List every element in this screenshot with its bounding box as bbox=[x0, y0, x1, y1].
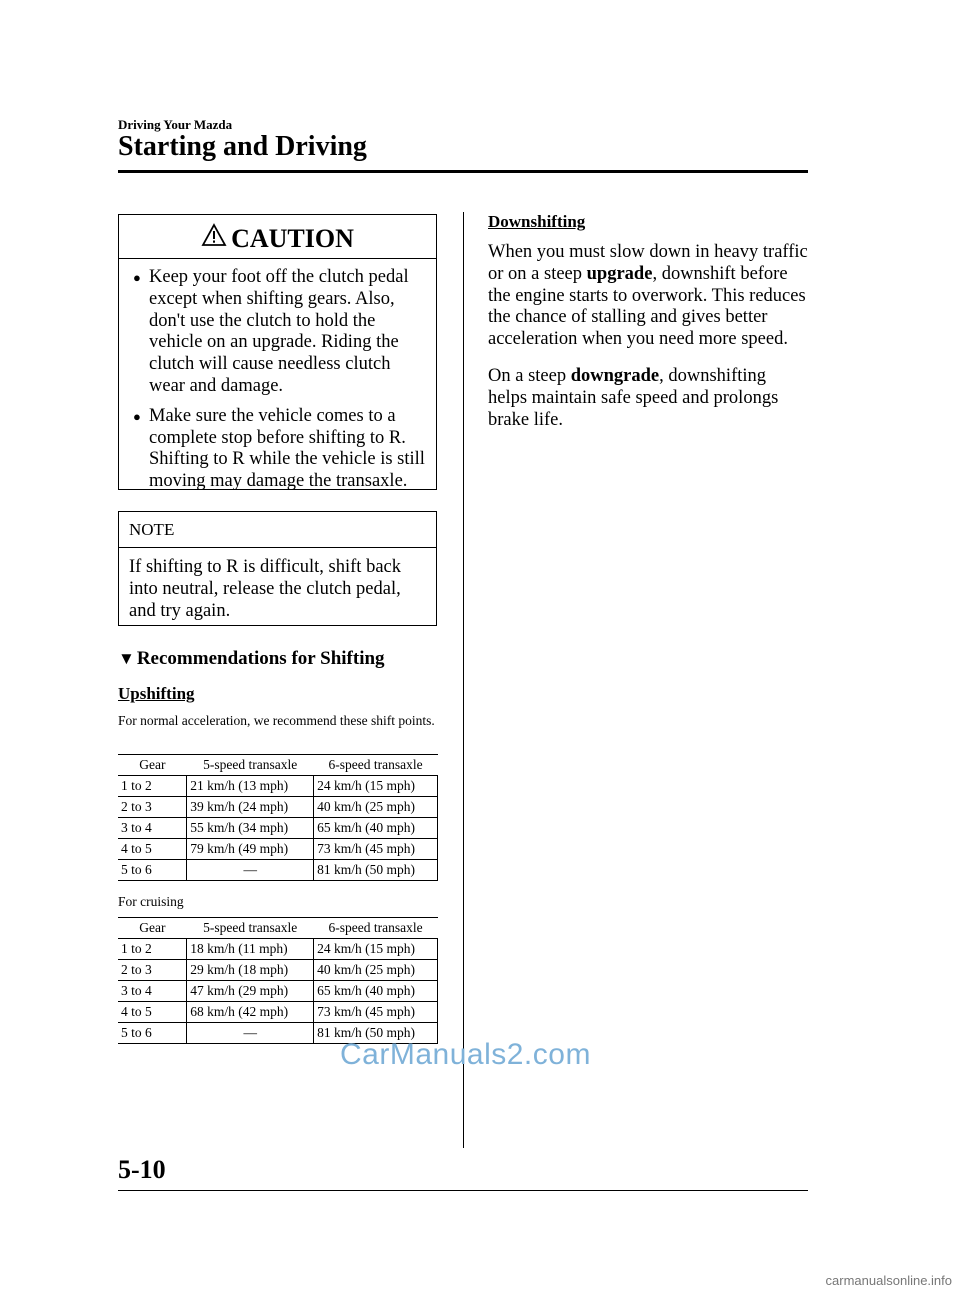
table-cell: 40 km/h (25 mph) bbox=[314, 797, 438, 818]
caution-list bbox=[129, 267, 429, 501]
table-header-cell: Gear bbox=[118, 918, 187, 939]
downshifting-text: , downshifting helps maintain safe speed and prolongs brake life. bbox=[488, 366, 779, 430]
table-row bbox=[118, 818, 438, 839]
table-cell: 40 km/h (25 mph) bbox=[314, 960, 438, 981]
table-cell: 73 km/h (45 mph) bbox=[314, 1002, 438, 1023]
upshifting-intro: For normal acceleration, we recommend these shift points. bbox=[118, 713, 435, 728]
table-row bbox=[118, 839, 438, 860]
table-cell: 4 to 5 bbox=[118, 1002, 187, 1023]
table-cell: 24 km/h (15 mph) bbox=[314, 776, 438, 797]
table-cell: 65 km/h (40 mph) bbox=[314, 981, 438, 1002]
table-row bbox=[118, 939, 438, 960]
table-header-row bbox=[118, 918, 438, 939]
downshifting-text: When you must slow down in heavy traffic or on a steep bbox=[488, 242, 808, 284]
table-header-cell: 6-speed transaxle bbox=[314, 918, 438, 939]
down-triangle-icon: ▼ bbox=[118, 649, 135, 668]
watermark-logo: CarManuals2.com bbox=[340, 1038, 591, 1071]
note-box bbox=[118, 511, 437, 626]
caution-item bbox=[129, 267, 429, 398]
table-header-cell: 5-speed transaxle bbox=[187, 755, 314, 776]
table-row bbox=[118, 981, 438, 1002]
table-cell: 81 km/h (50 mph) bbox=[314, 860, 438, 881]
bullet-icon: ● bbox=[133, 408, 141, 424]
table-cell: 68 km/h (42 mph) bbox=[187, 1002, 314, 1023]
table-cell: 81 km/h (50 mph) bbox=[314, 1023, 438, 1044]
cruising-label: For cruising bbox=[118, 894, 184, 909]
section-label: Driving Your Mazda bbox=[118, 117, 233, 132]
table-cell: 1 to 2 bbox=[118, 776, 187, 797]
table-cell: 24 km/h (15 mph) bbox=[314, 939, 438, 960]
upshifting-title: Upshifting bbox=[118, 684, 195, 703]
table-cell: 18 km/h (11 mph) bbox=[187, 939, 314, 960]
table-cell: 2 to 3 bbox=[118, 797, 187, 818]
header-rule bbox=[118, 170, 808, 173]
table-cell: 79 km/h (49 mph) bbox=[187, 839, 314, 860]
table-cell: 73 km/h (45 mph) bbox=[314, 839, 438, 860]
table-header-row bbox=[118, 755, 438, 776]
table-cell: ― bbox=[187, 860, 314, 881]
downshifting-bold-term: upgrade bbox=[586, 263, 653, 284]
warning-triangle-icon bbox=[201, 223, 227, 252]
table-row bbox=[118, 1002, 438, 1023]
recommendations-heading bbox=[118, 648, 385, 670]
note-title: NOTE bbox=[119, 512, 436, 548]
table-row bbox=[118, 776, 438, 797]
downshifting-paragraph-1 bbox=[488, 242, 808, 351]
table-cell: 3 to 4 bbox=[118, 981, 187, 1002]
note-body: If shifting to R is difficult, shift back into neutral, release the clutch pedal, and try again. bbox=[129, 557, 401, 621]
table-header-cell: 6-speed transaxle bbox=[314, 755, 438, 776]
page-number: 5-10 bbox=[118, 1155, 166, 1184]
table-cell: 1 to 2 bbox=[118, 939, 187, 960]
downshifting-title: Downshifting bbox=[488, 212, 586, 231]
table-cell: 4 to 5 bbox=[118, 839, 187, 860]
table-cell: 47 km/h (29 mph) bbox=[187, 981, 314, 1002]
site-watermark: carmanualsonline.info bbox=[825, 1273, 952, 1288]
table-cell: 65 km/h (40 mph) bbox=[314, 818, 438, 839]
table-header-cell: Gear bbox=[118, 755, 187, 776]
recommendations-heading-text: Recommendations for Shifting bbox=[136, 648, 385, 669]
chapter-title: Starting and Driving bbox=[118, 131, 367, 162]
downshifting-text: On a steep bbox=[488, 366, 571, 386]
footer-rule bbox=[118, 1190, 808, 1191]
table-row bbox=[118, 960, 438, 981]
table-cell: ― bbox=[187, 1023, 314, 1044]
bullet-icon: ● bbox=[133, 270, 141, 285]
caution-title: CAUTION bbox=[231, 224, 354, 253]
caution-header bbox=[119, 215, 436, 259]
caution-item-text: Make sure the vehicle comes to a complete stop before shifting to R. Shifting to R while the vehicle is still moving may damage the transaxle. bbox=[149, 405, 425, 492]
caution-item bbox=[129, 406, 429, 493]
table-header-cell: 5-speed transaxle bbox=[187, 918, 314, 939]
downshifting-bold-term: downgrade bbox=[570, 366, 660, 386]
table-cell: 39 km/h (24 mph) bbox=[187, 797, 314, 818]
table-cell: 55 km/h (34 mph) bbox=[187, 818, 314, 839]
table-cell: 5 to 6 bbox=[118, 1023, 187, 1044]
table-row bbox=[118, 797, 438, 818]
table-cell: 3 to 4 bbox=[118, 818, 187, 839]
table-cell: 2 to 3 bbox=[118, 960, 187, 981]
downshifting-text: , downshift before the engine starts to overwork. This reduces the chance of stalling and gives better acceleration when you need more speed. bbox=[488, 263, 806, 350]
column-divider bbox=[463, 212, 464, 1148]
table-row bbox=[118, 860, 438, 881]
table-cell: 29 km/h (18 mph) bbox=[187, 960, 314, 981]
table-cell: 21 km/h (13 mph) bbox=[187, 776, 314, 797]
downshifting-paragraph-2 bbox=[488, 366, 808, 431]
normal-acceleration-table bbox=[118, 754, 438, 881]
caution-box bbox=[118, 214, 437, 490]
table-cell: 5 to 6 bbox=[118, 860, 187, 881]
caution-item-text: Keep your foot off the clutch pedal except when shifting gears. Also, don't use the clutch to hold the vehicle on an upgrade. Riding the clutch will cause needless clutch wear and damage. bbox=[149, 267, 409, 396]
cruising-table bbox=[118, 917, 438, 1044]
